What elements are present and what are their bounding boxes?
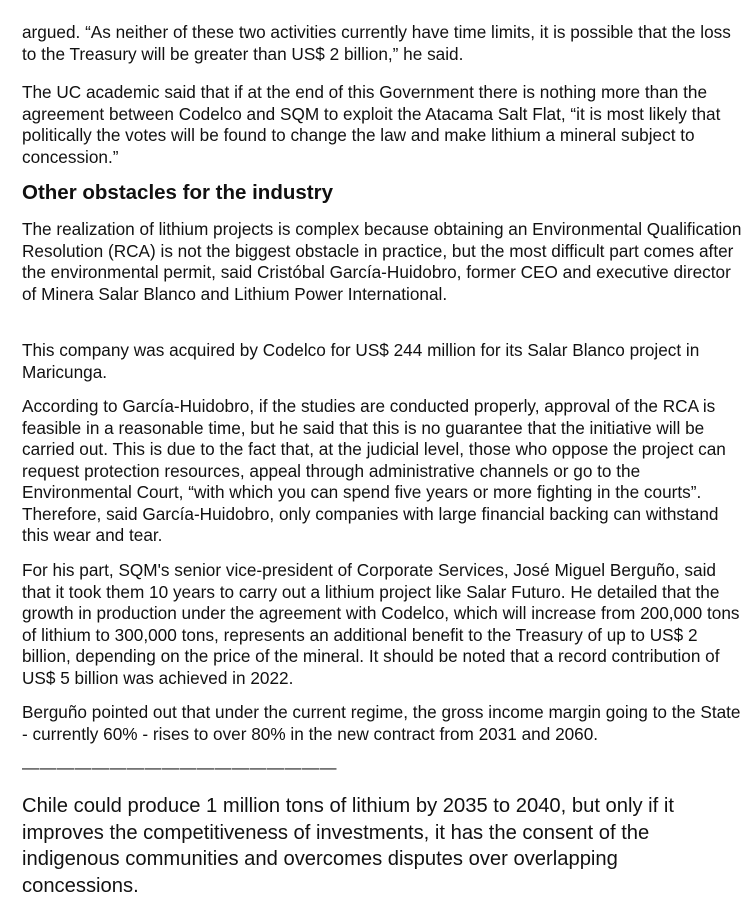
article-paragraph: argued. “As neither of these two activities currently have time limits, it is possible that the loss to the Treasury will be greater than US$ 2 billion,” he said. bbox=[22, 22, 731, 64]
article-paragraph: The UC academic said that if at the end of this Government there is nothing more than the agreement between Codelco and SQM to exploit the Atacama Salt Flat, “it is most likely that politically the votes will be found to change the law and make lithium a mineral subject to concession.” bbox=[22, 82, 721, 167]
article-paragraph: Berguño pointed out that under the current regime, the gross income margin going to the State - currently 60% - rises to over 80% in the new contract from 2031 and 2060. bbox=[22, 702, 741, 744]
article-paragraph: The realization of lithium projects is complex because obtaining an Environmental Qualification Resolution (RCA) is not the biggest obstacle in practice, but the most difficult part comes after the environmental permit, said Cristóbal García-Huidobro, former CEO and executive director of Minera Salar Blanco and Lithium Power International. bbox=[22, 219, 742, 304]
section-heading: Other obstacles for the industry bbox=[22, 181, 333, 204]
summary-lead: Chile could produce 1 million tons of lithium by 2035 to 2040, but only if it improves the competitiveness of investments, it has the consent of the indigenous communities and overcomes disputes over overlapping concessions. bbox=[22, 795, 674, 897]
article-paragraph: For his part, SQM's senior vice-president of Corporate Services, José Miguel Berguño, said that it took them 10 years to carry out a lithium project like Salar Futuro. He detailed that the growth in production under the agreement with Codelco, which will increase from 200,000 tons of lithium to 300,000 tons, represents an additional benefit to the Treasury of up to US$ 2 billion, depending on the price of the mineral. It should be noted that a record contribution of US$ 5 billion was achieved in 2022. bbox=[22, 560, 740, 688]
article-paragraph: This company was acquired by Codelco for US$ 244 million for its Salar Blanco project in Maricunga. bbox=[22, 340, 700, 382]
article-paragraph: According to García-Huidobro, if the studies are conducted properly, approval of the RCA is feasible in a reasonable time, but he said that this is no guarantee that the initiative will be carried out. This is due to the fact that, at the judicial level, those who oppose the project can request protection resources, appeal through administrative channels or go to the Environmental Court, “with which you can spend five years or more fighting in the courts”. Therefore, said García-Huidobro, only companies with large financial backing can withstand this wear and tear. bbox=[22, 396, 726, 545]
section-separator: —————————————————— bbox=[22, 758, 337, 777]
